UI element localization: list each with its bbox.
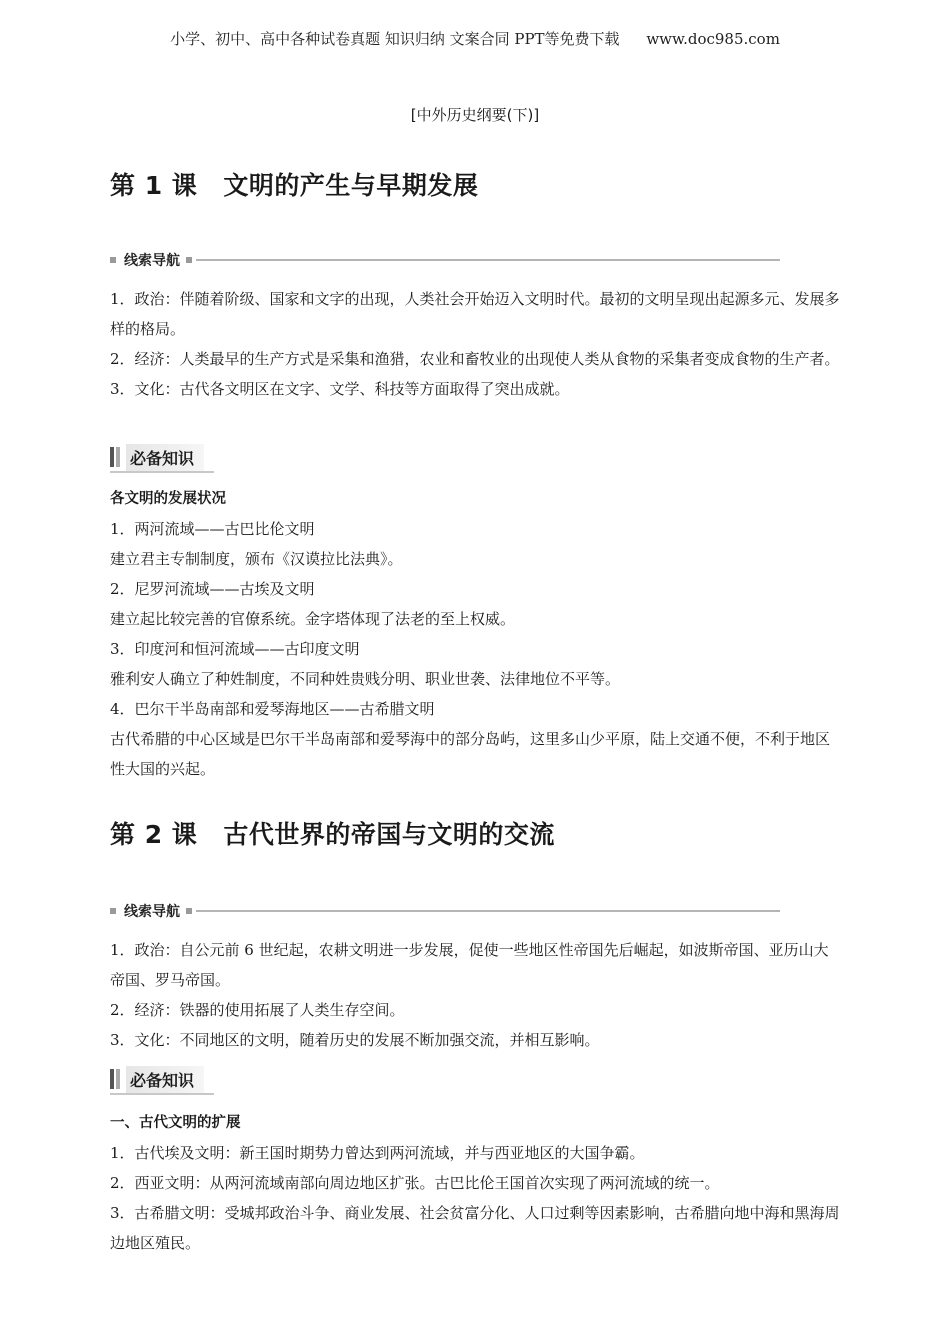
list-item: 1．政治：伴随着阶级、国家和文字的出现，人类社会开始迈入文明时代。最初的文明呈现出起源多元、发展多样的格局。 [110, 290, 840, 338]
section-heading: 各文明的发展状况 [110, 491, 226, 507]
divider [110, 1093, 214, 1095]
list-item: 3．古希腊文明：受城邦政治斗争、商业发展、社会贫富分化、人口过剩等因素影响，古希腊向地中海和黑海周边地区殖民。 [110, 1204, 840, 1252]
list-item: 1．政治：自公元前 6 世纪起，农耕文明进一步发展，促使一些地区性帝国先后崛起，如波斯帝国、亚历山大帝国、罗马帝国。 [110, 941, 829, 989]
square-bullet-icon [110, 908, 116, 914]
divider [196, 259, 780, 261]
divider [196, 910, 780, 912]
list-item: 建立君主专制制度，颁布《汉谟拉比法典》。 [110, 550, 403, 568]
list-item: 古代希腊的中心区域是巴尔干半岛南部和爱琴海中的部分岛屿，这里多山少平原，陆上交通不便，不利于地区性大国的兴起。 [110, 730, 831, 778]
lesson-1-nav-header [110, 250, 780, 270]
list-item: 3．文化：古代各文明区在文字、文学、科技等方面取得了突出成就。 [110, 380, 570, 398]
divider [110, 471, 214, 473]
list-item: 2．经济：铁器的使用拓展了人类生存空间。 [110, 1001, 405, 1019]
list-item: 3．印度河和恒河流域——古印度文明 [110, 640, 360, 658]
square-bullet-icon [186, 257, 192, 263]
list-item: 1．古代埃及文明：新王国时期势力曾达到两河流域，并与西亚地区的大国争霸。 [110, 1144, 645, 1162]
lesson-1-name: 文明的产生与早期发展 [223, 171, 479, 200]
bar-icon [116, 447, 120, 467]
nav-label: 线索导航 [124, 253, 180, 269]
square-bullet-icon [110, 257, 116, 263]
list-item: 1．两河流域——古巴比伦文明 [110, 520, 315, 538]
lesson-2-nav-list [110, 935, 840, 1055]
nav-label: 线索导航 [124, 904, 180, 920]
lesson-2-title [110, 815, 555, 851]
list-item: 2．经济：人类最早的生产方式是采集和渔猎，农业和畜牧业的出现使人类从食物的采集者变成食物的生产者。 [110, 350, 840, 368]
list-item: 2．西亚文明：从两河流域南部向周边地区扩张。古巴比伦王国首次实现了两河流域的统一。 [110, 1174, 720, 1192]
section-heading: 一、古代文明的扩展 [110, 1115, 241, 1131]
lesson-2-knowledge-list [110, 1108, 840, 1258]
lesson-1-knowledge-header [110, 444, 204, 470]
bar-icon [116, 1069, 120, 1089]
lesson-1-title [110, 166, 478, 202]
lesson-2-knowledge-header [110, 1066, 204, 1092]
book-subtitle: [中外历史纲要(下)] [410, 106, 540, 124]
lesson-1-nav-list [110, 284, 840, 404]
header-url[interactable]: www.doc985.com [646, 30, 780, 48]
knowledge-label: 必备知识 [126, 444, 204, 471]
list-item: 雅利安人确立了种姓制度，不同种姓贵贱分明、职业世袭、法律地位不平等。 [110, 670, 621, 688]
list-item: 3．文化：不同地区的文明，随着历史的发展不断加强交流，并相互影响。 [110, 1031, 600, 1049]
lesson-2-name: 古代世界的帝国与文明的交流 [223, 820, 555, 849]
lesson-1-knowledge-list [110, 484, 840, 784]
page-header [0, 28, 950, 49]
list-item: 2．尼罗河流域——古埃及文明 [110, 580, 315, 598]
knowledge-label: 必备知识 [126, 1066, 204, 1093]
list-item: 建立起比较完善的官僚系统。金字塔体现了法老的至上权威。 [110, 610, 516, 628]
bar-icon [110, 447, 114, 467]
list-item: 4．巴尔干半岛南部和爱琴海地区——古希腊文明 [110, 700, 435, 718]
square-bullet-icon [186, 908, 192, 914]
lesson-2-nav-header [110, 901, 780, 921]
lesson-2-number: 第 2 课 [110, 820, 198, 849]
lesson-1-number: 第 1 课 [110, 171, 198, 200]
header-banner: 小学、初中、高中各种试卷真题 知识归纳 文案合同 PPT等免费下载 [170, 30, 620, 48]
bar-icon [110, 1069, 114, 1089]
